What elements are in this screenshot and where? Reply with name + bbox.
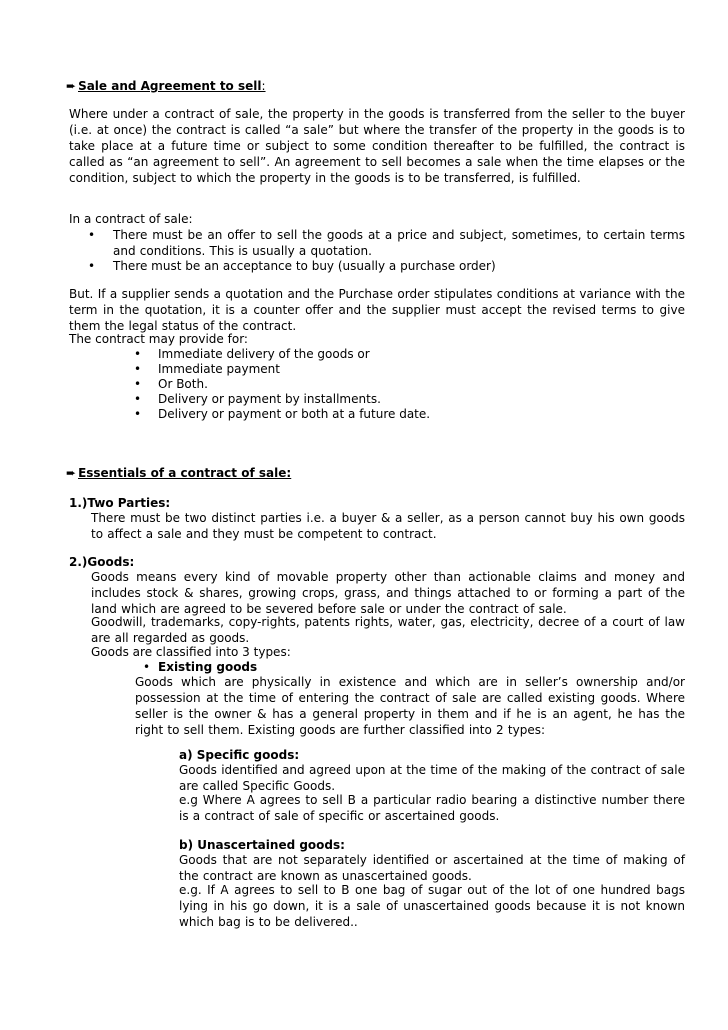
list-item: There must be an offer to sell the goods at a price and subject, sometimes, to certain terms and conditions. This is usually a quotation. bbox=[113, 228, 685, 258]
provide-intro: The contract may provide for: bbox=[69, 332, 248, 346]
arrow-right-icon: ➨ bbox=[66, 466, 77, 480]
paragraph-counter-offer: But. If a supplier sends a quotation and the Purchase order stipulates conditions at variance with the term in the quotation, it is a counter offer and the supplier must accept the revised terms to give them the legal status of the contract. bbox=[69, 287, 685, 333]
paragraph-goods-definition: Goods means every kind of movable property other than actionable claims and money and includes stock & shares, growing crops, grass, and things attached to or forming a part of the land which are agreed to be severed before sale or under the contract of sale. bbox=[91, 570, 685, 616]
bullet-icon: • bbox=[134, 377, 142, 391]
list-item: Delivery or payment or both at a future date. bbox=[158, 407, 431, 421]
subheading-unascertained-goods: b) Unascertained goods: bbox=[179, 838, 345, 852]
list-item: There must be an acceptance to buy (usually a purchase order) bbox=[113, 259, 496, 273]
paragraph-unascertained-example: e.g. If A agrees to sell to B one bag of sugar out of the lot of one hundred bags lying in his go down, it is a sale of unascertained goods because it is not known which bag is to be delivered.. bbox=[179, 883, 685, 929]
paragraph-goods-examples: Goodwill, trademarks, copy-rights, patents rights, water, gas, electricity, decree of a court of law are all regarded as goods. bbox=[91, 615, 685, 645]
bullet-icon: • bbox=[134, 347, 142, 361]
subheading-two-parties: 1.)Two Parties: bbox=[69, 496, 171, 510]
list-item: Or Both. bbox=[158, 377, 208, 391]
bullet-icon: • bbox=[88, 228, 96, 242]
paragraph-sale-definition: Where under a contract of sale, the property in the goods is transferred from the seller to the buyer (i.e. at once) the contract is called “a sale” but where the transfer of the property in the goods is to take place at a future time or subject to some condition thereafter to be fulfilled, the contract is called as “an agreement to sell”. An agreement to sell becomes a sale when the time elapses or the condition, subject to which the property in the goods is to be transferred, is fulfilled. bbox=[69, 107, 685, 185]
paragraph-specific-goods: Goods identified and agreed upon at the time of the making of the contract of sale are called Specific Goods. bbox=[179, 763, 685, 793]
bullet-icon: • bbox=[134, 392, 142, 406]
section-heading-essentials: ➨ Essentials of a contract of sale: bbox=[66, 466, 292, 480]
paragraph-existing-goods: Goods which are physically in existence and which are in seller’s ownership and/or possession at the time of entering the contract of sale are called existing goods. Where seller is the owner & has a general property in them and if he is an agent, he has the right to sell them. Existing goods are further classified into 2 types: bbox=[135, 675, 685, 737]
section-heading-sale-agreement: ➨ Sale and Agreement to sell: bbox=[66, 79, 266, 93]
list-item: Immediate payment bbox=[158, 362, 280, 376]
goods-classified: Goods are classified into 3 types: bbox=[91, 645, 291, 659]
bullet-icon: • bbox=[134, 407, 142, 421]
subheading-specific-goods: a) Specific goods: bbox=[179, 748, 300, 762]
arrow-right-icon: ➨ bbox=[66, 79, 77, 93]
contract-intro: In a contract of sale: bbox=[69, 212, 193, 226]
bullet-icon: • bbox=[88, 259, 96, 273]
bullet-icon: • bbox=[134, 362, 142, 376]
subheading-goods: 2.)Goods: bbox=[69, 555, 135, 569]
bullet-icon: • bbox=[143, 660, 151, 674]
subheading-existing-goods: Existing goods bbox=[158, 660, 258, 674]
paragraph-unascertained-goods: Goods that are not separately identified or ascertained at the time of making of the contract are known as unascertained goods. bbox=[179, 853, 685, 883]
paragraph-specific-example: e.g Where A agrees to sell B a particular radio bearing a distinctive number there is a contract of sale of specific or ascertained goods. bbox=[179, 793, 685, 823]
paragraph-two-parties: There must be two distinct parties i.e. a buyer & a seller, as a person cannot buy his own goods to affect a sale and they must be competent to contract. bbox=[91, 511, 685, 541]
list-item: Delivery or payment by installments. bbox=[158, 392, 381, 406]
list-item: Immediate delivery of the goods or bbox=[158, 347, 370, 361]
